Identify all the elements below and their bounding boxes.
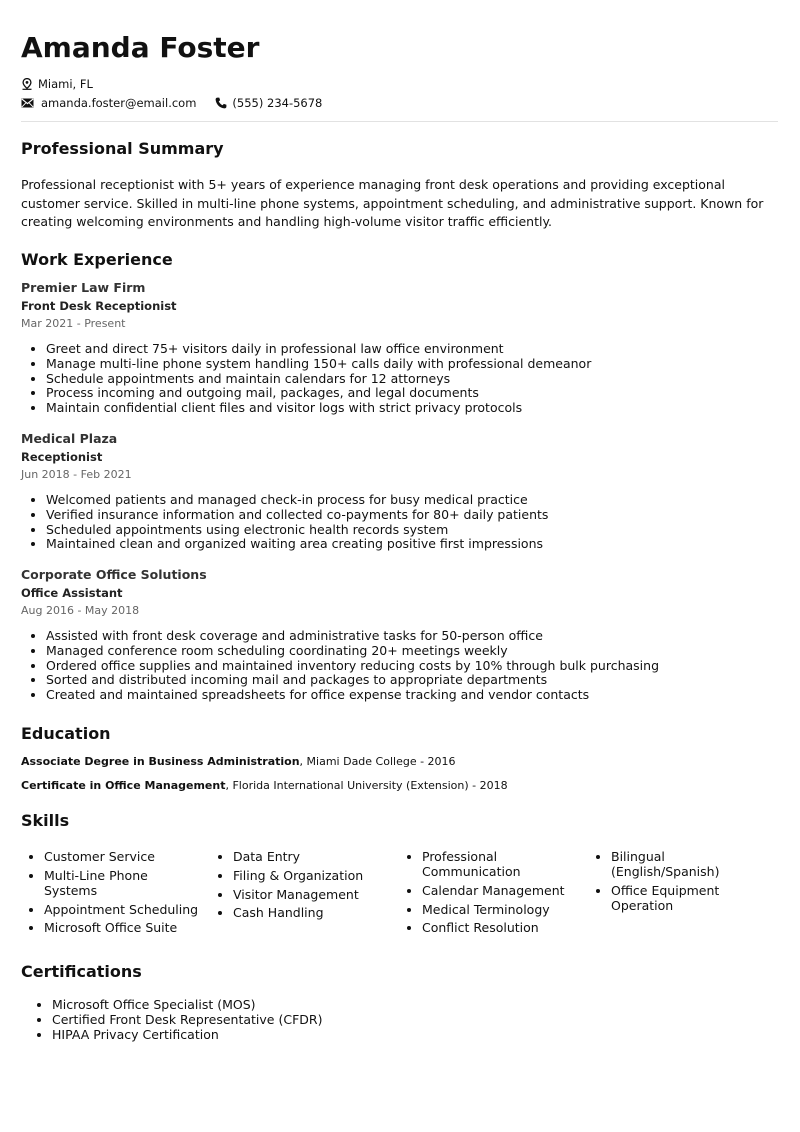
skills-column	[210, 849, 399, 939]
header-divider	[21, 121, 778, 122]
email-text: amanda.foster@email.com	[41, 96, 197, 110]
education-detail: , Miami Dade College - 2016	[299, 755, 456, 768]
education-degree: Certificate in Office Management	[21, 779, 226, 792]
job-bullet: • Verified insurance information and collected co-payments for 80+ daily patients	[46, 508, 778, 523]
job-title: Office Assistant	[21, 586, 123, 600]
certification-item: • Certified Front Desk Representative (CFDR)	[52, 1013, 322, 1028]
job-entry	[21, 280, 778, 416]
job-bullet: • Greet and direct 75+ visitors daily in professional law office environment	[46, 342, 778, 357]
job-company: Premier Law Firm	[21, 280, 146, 295]
job-bullets	[21, 629, 778, 703]
candidate-name: Amanda Foster	[21, 31, 260, 64]
contact-location	[21, 76, 93, 92]
section-title-skills: Skills	[21, 811, 70, 830]
skill-item: • Visitor Management	[233, 887, 399, 902]
location-text: Miami, FL	[38, 77, 93, 91]
job-entry	[21, 567, 778, 703]
section-title-education: Education	[21, 724, 111, 743]
education-entry	[21, 779, 508, 793]
contact-row-location	[21, 76, 112, 92]
job-title: Front Desk Receptionist	[21, 299, 177, 313]
phone-text: (555) 234-5678	[232, 96, 323, 110]
skill-item: • Appointment Scheduling	[44, 902, 210, 917]
job-title: Receptionist	[21, 450, 103, 464]
job-bullet: • Scheduled appointments using electronic health records system	[46, 523, 778, 538]
certification-item: • Microsoft Office Specialist (MOS)	[52, 998, 322, 1013]
skills-column	[21, 849, 210, 939]
job-bullets	[21, 493, 778, 552]
skills-grid	[21, 849, 778, 939]
section-title-summary: Professional Summary	[21, 139, 224, 158]
job-bullet: • Manage multi-line phone system handling 150+ calls daily with professional demeanor	[46, 357, 778, 372]
skill-item: • Medical Terminology	[422, 902, 588, 917]
contact-email[interactable]	[21, 95, 196, 111]
job-bullet: • Assisted with front desk coverage and administrative tasks for 50-person office	[46, 629, 778, 644]
skill-item: • Customer Service	[44, 849, 210, 864]
job-bullet: • Welcomed patients and managed check-in process for busy medical practice	[46, 493, 778, 508]
job-dates: Jun 2018 - Feb 2021	[21, 468, 132, 481]
skill-item: • Calendar Management	[422, 883, 588, 898]
job-entry	[21, 431, 778, 552]
education-entry	[21, 755, 456, 769]
job-company: Medical Plaza	[21, 431, 118, 446]
job-bullet: • Managed conference room scheduling coordinating 20+ meetings weekly	[46, 644, 778, 659]
job-bullet: • Ordered office supplies and maintained inventory reducing costs by 10% through bulk purchasing	[46, 659, 778, 674]
skill-item: • Cash Handling	[233, 905, 399, 920]
job-bullets	[21, 342, 778, 416]
phone-icon	[215, 97, 227, 109]
skill-item: • Office Equipment Operation	[611, 883, 777, 913]
certifications-list	[21, 998, 322, 1042]
job-bullet: • Created and maintained spreadsheets for office expense tracking and vendor contacts	[46, 688, 778, 703]
skill-item: • Conflict Resolution	[422, 920, 588, 935]
skill-item: • Professional Communication	[422, 849, 588, 879]
skills-column	[399, 849, 588, 939]
skill-item: • Filing & Organization	[233, 868, 399, 883]
job-dates: Aug 2016 - May 2018	[21, 604, 140, 617]
job-bullet: • Sorted and distributed incoming mail and packages to appropriate departments	[46, 673, 778, 688]
education-degree: Associate Degree in Business Administration	[21, 755, 300, 768]
summary-text: Professional receptionist with 5+ years of experience managing front desk operations and providing exceptional customer service. Skilled in multi-line phone systems, appointment scheduling, and administrative support. Known for creating welcoming environments and handling high-volume visitor traffic efficiently.	[21, 177, 764, 229]
skill-item: • Data Entry	[233, 849, 399, 864]
skill-item: • Bilingual (English/Spanish)	[611, 849, 777, 879]
job-bullet: • Schedule appointments and maintain calendars for 12 attorneys	[46, 372, 778, 387]
skill-item: • Microsoft Office Suite	[44, 920, 210, 935]
location-pin-icon	[21, 78, 33, 90]
skill-item: • Multi-Line Phone Systems	[44, 868, 210, 898]
certification-item: • HIPAA Privacy Certification	[52, 1028, 322, 1043]
contact-phone[interactable]	[215, 95, 322, 111]
job-bullet: • Maintained clean and organized waiting area creating positive first impressions	[46, 537, 778, 552]
contact-row-email-phone	[21, 95, 341, 111]
education-detail: , Florida International University (Extension) - 2018	[225, 779, 508, 792]
job-bullet: • Process incoming and outgoing mail, packages, and legal documents	[46, 386, 778, 401]
section-title-certifications: Certifications	[21, 962, 142, 981]
section-title-experience: Work Experience	[21, 250, 173, 269]
envelope-icon	[21, 98, 34, 108]
job-dates: Mar 2021 - Present	[21, 317, 126, 330]
job-company: Corporate Office Solutions	[21, 567, 207, 582]
job-bullet: • Maintain confidential client files and visitor logs with strict privacy protocols	[46, 401, 778, 416]
skills-column	[588, 849, 777, 939]
